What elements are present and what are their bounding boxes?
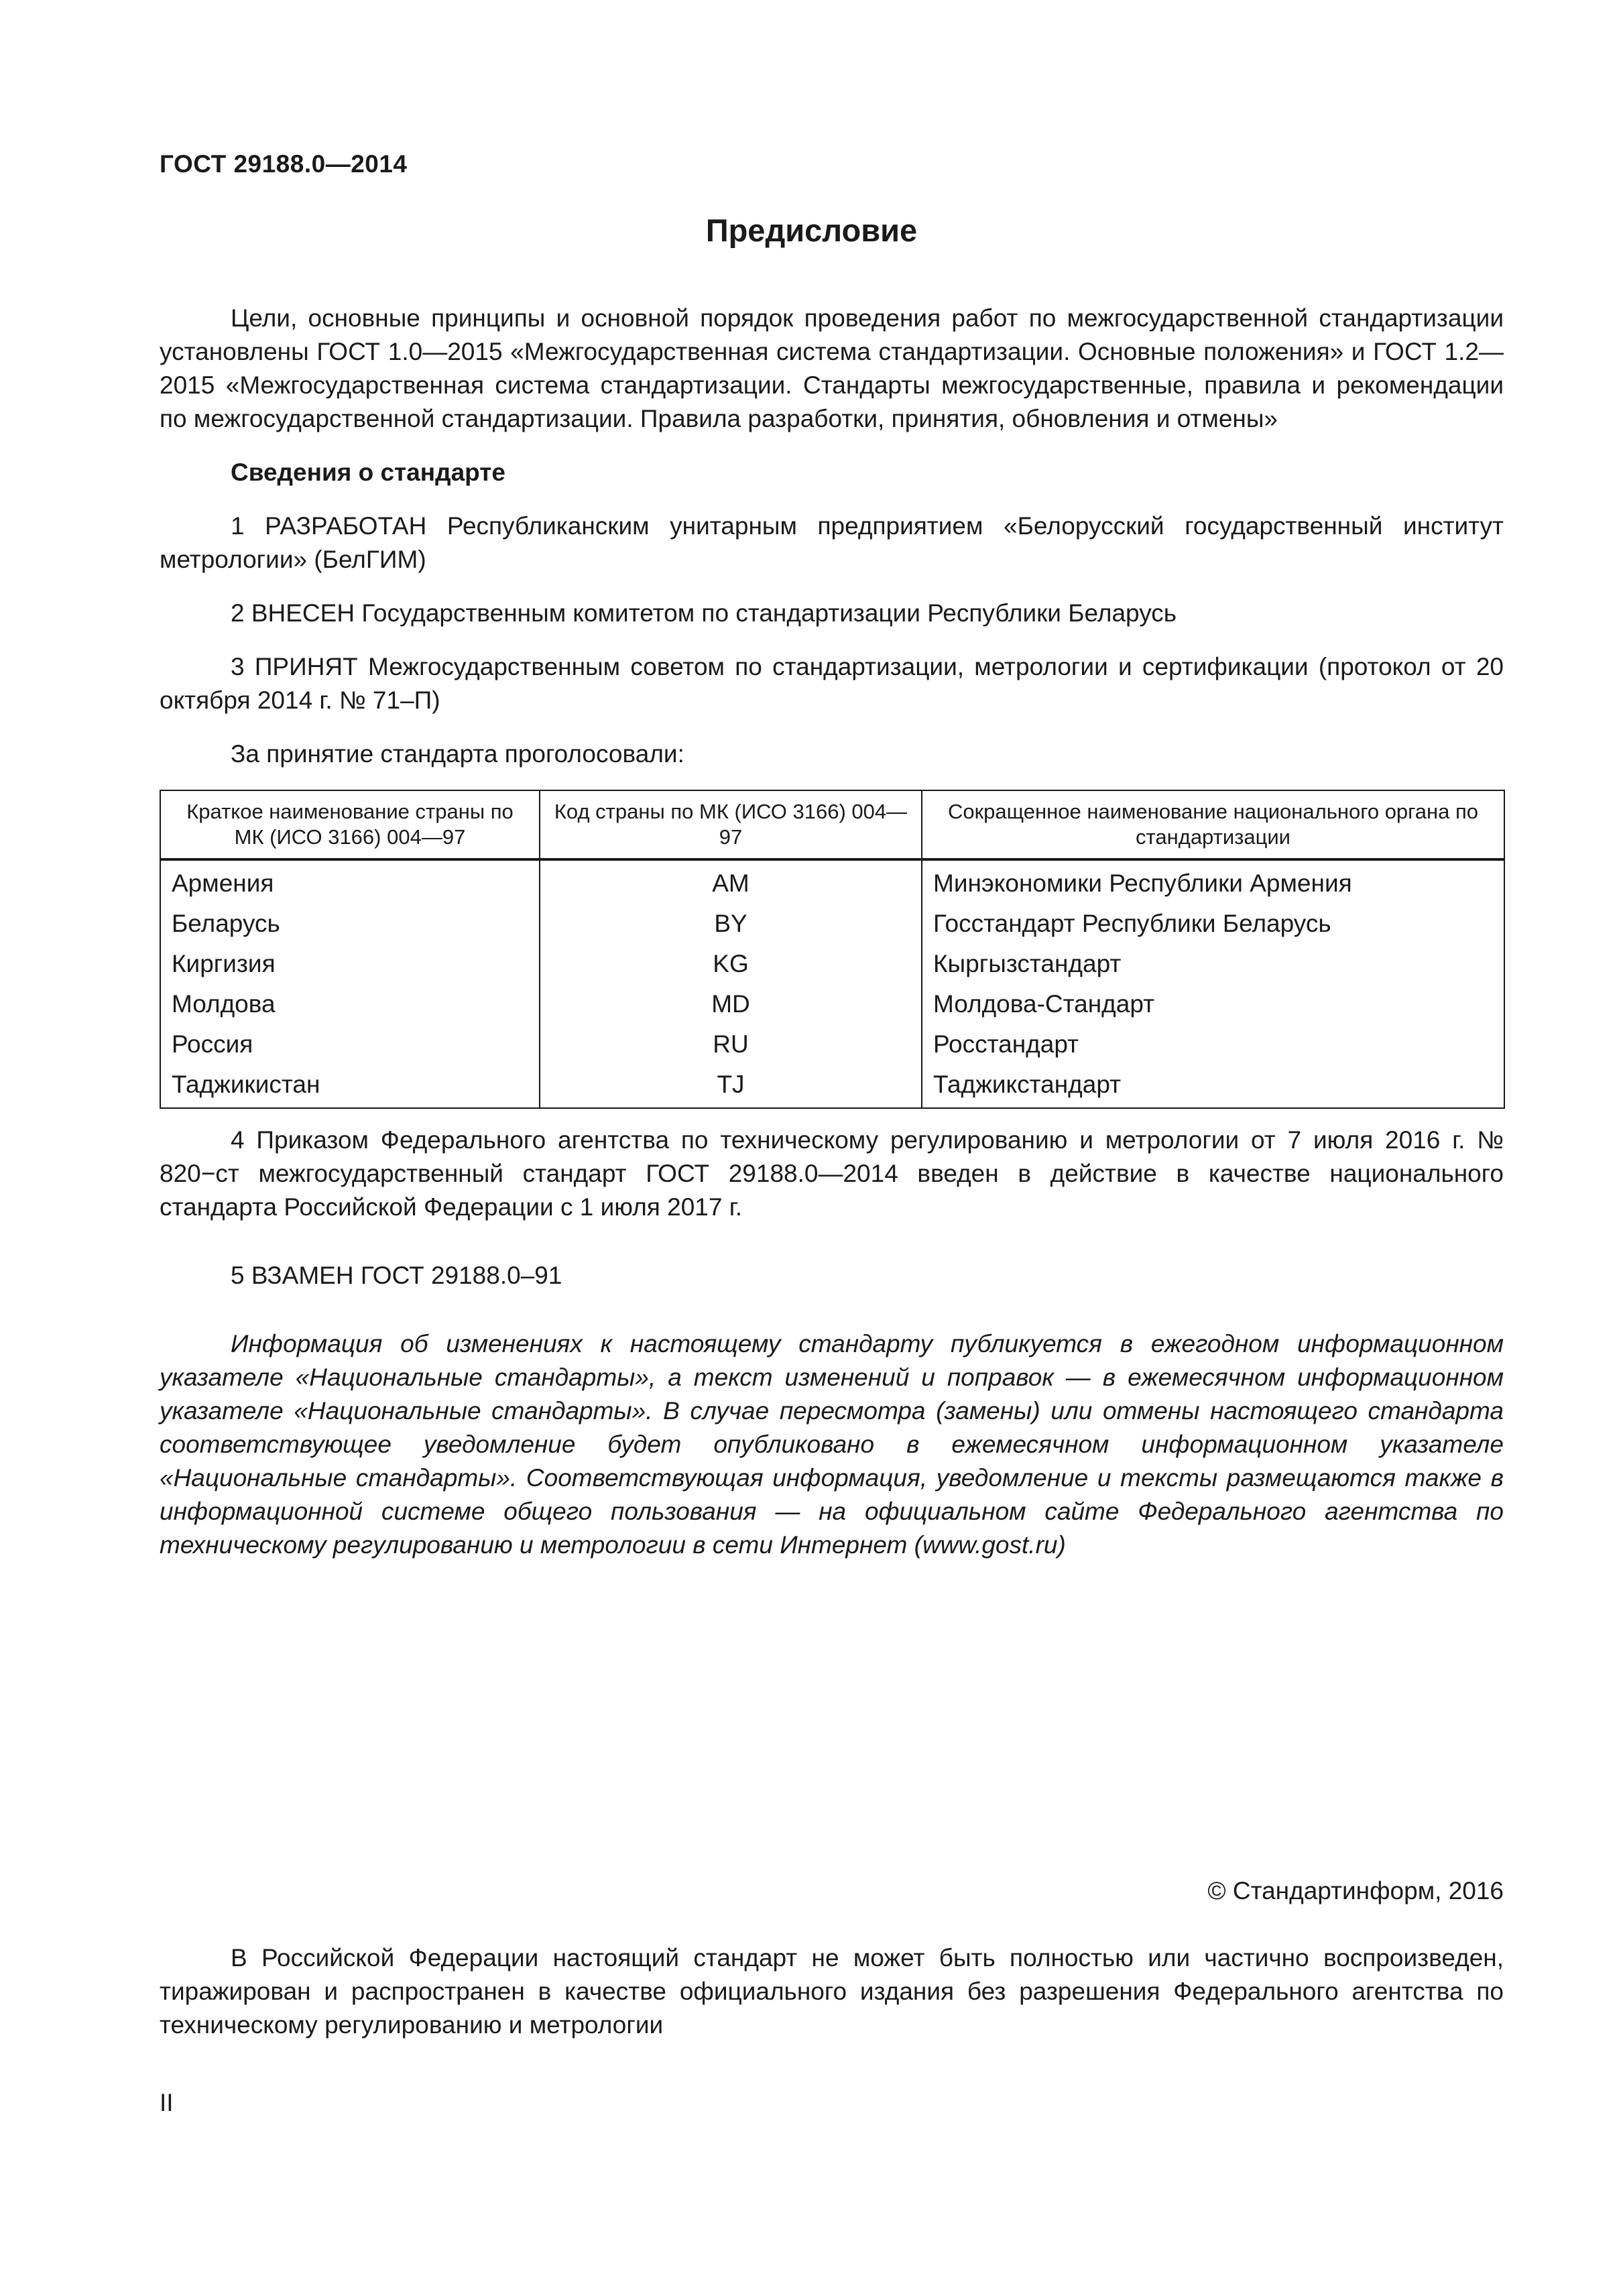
intro-paragraph: Цели, основные принципы и основной порядок проведения работ по межгосударственной стандартизации установлены ГОСТ 1.0—2015 «Межгосударственная система стандартизации. Основные положения» и ГОСТ 1.2—2015 «Межгосударственная система стандартизации. Стандарты межгосударственные, правила и рекомендации по межгосударственной стандартизации. Правила разработки, принятия, обновления и отмены»	[160, 304, 1504, 432]
standards-body-cell: Госстандарт Республики Беларусь	[922, 904, 1504, 944]
adopted-by-item: 3 ПРИНЯТ Межгосударственным советом по стандартизации, метрологии и сертификации (протокол от 20 октября 2014 г. № 71–П)	[160, 653, 1504, 714]
voting-countries-table	[160, 790, 1505, 1109]
code-cell: BY	[540, 904, 922, 944]
code-cell: MD	[540, 984, 922, 1024]
table-row	[160, 1024, 1504, 1065]
table-row	[160, 944, 1504, 984]
document-code-header: ГОСТ 29188.0—2014	[160, 150, 408, 178]
changes-info-note: Информация об изменениях к настоящему стандарту публикуется в ежегодном информационном указателе «Национальные стандарты», а текст изменений и поправок — в ежемесячном информационном указателе «Национальные стандарты». В случае пересмотра (замены) или отмены настоящего стандарта соответствующее уведомление будет опубликовано в ежемесячном информационном указателе «Национальные стандарты». Соответствующая информация, уведомление и тексты размещаются также в информационной системе общего пользования — на официальном сайте Федерального агентства по техническому регулированию и метрологии в сети Интернет (www.gost.ru)	[160, 1330, 1504, 1559]
developed-by-item: 1 РАЗРАБОТАН Республиканским унитарным предприятием «Белорусский государственный институт метрологии» (БелГИМ)	[160, 512, 1504, 573]
header-code: Код страны по МК (ИСО 3166) 004—97	[540, 790, 922, 859]
country-cell: Молдова	[160, 984, 540, 1024]
table-header-row	[160, 790, 1504, 859]
enactment-order-item: 4 Приказом Федерального агентства по техническому регулированию и метрологии от 7 июля 2016 г. № 820−ст межгосударственный стандарт ГОСТ 29188.0—2014 введен в действие в качестве национального стандарта Российской Федерации с 1 июля 2017 г.	[160, 1126, 1504, 1221]
copyright-notice: © Стандартинформ, 2016	[1207, 1877, 1504, 1905]
standards-body-cell: Кыргызстандарт	[922, 944, 1504, 984]
code-cell: TJ	[540, 1065, 922, 1108]
reproduction-restriction-note	[160, 1941, 1504, 2042]
table-row	[160, 904, 1504, 944]
code-cell: AM	[540, 859, 922, 904]
table-row	[160, 984, 1504, 1024]
about-standard-heading: Сведения о стандарте	[231, 459, 505, 486]
page-number: II	[160, 2089, 174, 2116]
country-cell: Таджикистан	[160, 1065, 540, 1108]
reproduction-restriction-text: В Российской Федерации настоящий стандарт не может быть полностью или частично воспроизведен, тиражирован и распространен в качестве официального издания без разрешения Федерального агентства по техническому регулированию и метрологии	[160, 1944, 1504, 2039]
standards-body-cell: Таджикстандарт	[922, 1065, 1504, 1108]
table-row	[160, 1065, 1504, 1108]
country-cell: Армения	[160, 859, 540, 904]
standards-body-cell: Минэкономики Республики Армения	[922, 859, 1504, 904]
code-cell: RU	[540, 1024, 922, 1065]
standards-body-cell: Росстандарт	[922, 1024, 1504, 1065]
voted-intro: За принятие стандарта проголосовали:	[231, 740, 684, 768]
page-title: Предисловие	[705, 213, 918, 248]
standards-body-cell: Молдова-Стандарт	[922, 984, 1504, 1024]
code-cell: KG	[540, 944, 922, 984]
replaces-item: 5 ВЗАМЕН ГОСТ 29188.0–91	[231, 1262, 562, 1289]
header-country: Краткое наименование страны по МК (ИСО 3166) 004—97	[160, 790, 540, 859]
country-cell: Киргизия	[160, 944, 540, 984]
main-content	[160, 302, 1504, 1562]
introduced-by-item: 2 ВНЕСЕН Государственным комитетом по стандартизации Республики Беларусь	[231, 599, 1177, 627]
header-standards-body: Сокращенное наименование национального органа по стандартизации	[922, 790, 1504, 859]
table-row	[160, 859, 1504, 904]
country-cell: Россия	[160, 1024, 540, 1065]
country-cell: Беларусь	[160, 904, 540, 944]
